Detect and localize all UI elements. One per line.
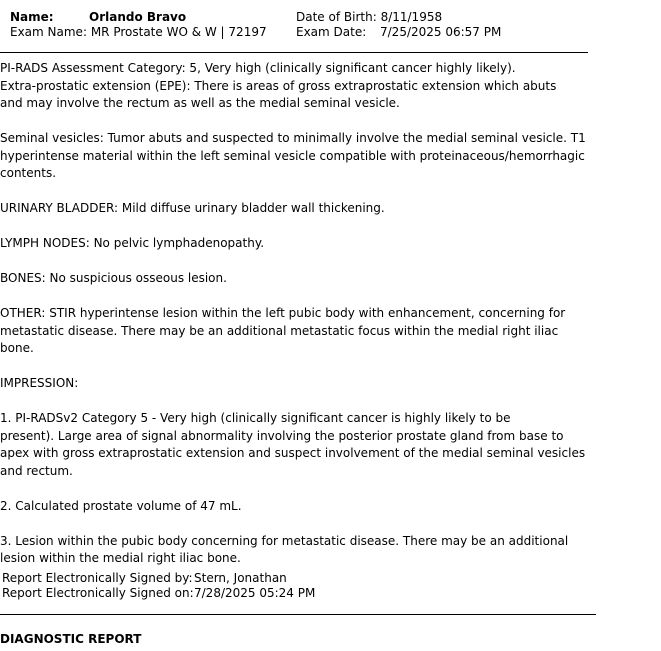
dob-row	[296, 10, 442, 25]
patient-name-row	[10, 10, 186, 25]
name-label: Name:	[10, 10, 54, 24]
signed-on-row	[2, 586, 315, 601]
patient-name: Orlando Bravo	[89, 10, 187, 24]
exam-date-value: 7/25/2025 06:57 PM	[380, 25, 502, 39]
report-paragraph-pirads: PI-RADS Assessment Category: 5, Very high (clinically significant cancer highly likely). Extra-prostatic extension (EPE): There is areas of gross extraprostatic extension which abuts and may involve the rectum as well as the medial seminal vesicle.	[0, 61, 557, 110]
dob-value: 8/11/1958	[380, 10, 443, 24]
impression-heading: IMPRESSION:	[0, 376, 79, 390]
patient-header	[0, 8, 661, 44]
diagnostic-report-heading: DIAGNOSTIC REPORT	[0, 632, 142, 646]
impression-item-3: 3. Lesion within the pubic body concerning for metastatic disease. There may be an additional lesion within the medial right iliac bone.	[0, 533, 569, 565]
report-paragraph-other: OTHER: STIR hyperintense lesion within the left pubic body with enhancement, concerning for metastatic disease. There may be an additional metastatic focus within the medial right iliac bone.	[0, 306, 566, 355]
report-paragraph-bones: BONES: No suspicious osseous lesion.	[0, 271, 227, 285]
signed-on-value: 7/28/2025 05:24 PM	[194, 586, 316, 600]
footer-divider	[0, 614, 596, 615]
report-paragraph-urinary-bladder: URINARY BLADDER: Mild diffuse urinary bladder wall thickening.	[0, 201, 385, 215]
exam-name-row	[10, 25, 267, 40]
signed-on-label: Report Electronically Signed on:	[2, 586, 194, 600]
exam-date-label: Exam Date:	[296, 25, 367, 39]
signed-by-label: Report Electronically Signed by:	[2, 571, 193, 585]
exam-name-value: MR Prostate WO & W | 72197	[90, 25, 267, 39]
exam-name-label: Exam Name:	[10, 25, 87, 39]
impression-item-1: 1. PI-RADSv2 Category 5 - Very high (clinically significant cancer is highly likely to be present). Large area of signal abnormality involving the posterior prostate gland from base to apex with gross extraprostatic extension and suspect involvement of the medial seminal vesicles and rectum.	[0, 411, 586, 478]
impression-item-2: 2. Calculated prostate volume of 47 mL.	[0, 498, 242, 513]
signature-block	[2, 571, 315, 601]
signed-by-value: Stern, Jonathan	[194, 571, 287, 585]
report-body	[0, 60, 600, 585]
report-paragraph-lymph-nodes: LYMPH NODES: No pelvic lymphadenopathy.	[0, 236, 265, 250]
dob-label: Date of Birth:	[296, 10, 377, 24]
exam-date-row	[296, 25, 501, 40]
report-paragraph-seminal-vesicles: Seminal vesicles: Tumor abuts and suspected to minimally involve the medial seminal vesicle. T1 hyperintense material within the left seminal vesicle compatible with proteinaceous/hemorrhagic contents.	[0, 131, 586, 180]
header-divider	[0, 52, 588, 53]
signed-by-row	[2, 571, 315, 586]
